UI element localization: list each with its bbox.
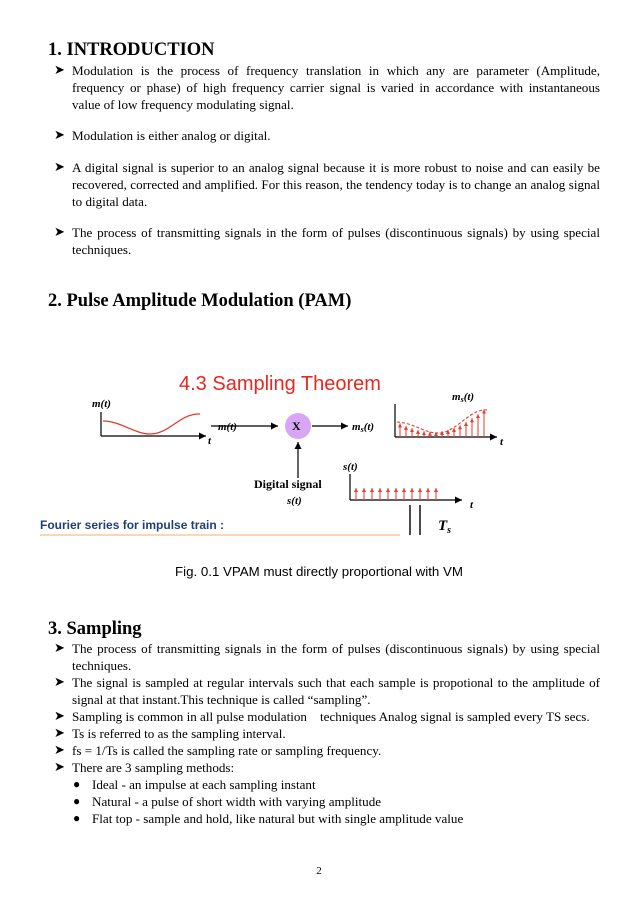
label-t-st: t xyxy=(470,499,474,511)
list-item: ➤ The process of transmitting signals in the form of pulses (discontinuous signals) by using special techniques. xyxy=(54,640,600,673)
label-ms-out: ms(t) xyxy=(352,421,375,434)
intro-heading: 1. INTRODUCTION xyxy=(48,40,215,60)
label-t-ms: t xyxy=(500,436,504,448)
arrow-bullet-icon: ➤ xyxy=(54,62,65,77)
dot-bullet-icon: ● xyxy=(73,777,81,791)
sampled-signal-plot xyxy=(395,404,497,437)
label-ms-top: ms(t) xyxy=(452,391,475,404)
fourier-series-text: Fourier series for impulse train : xyxy=(40,518,225,532)
arrow-bullet-icon: ➤ xyxy=(54,127,65,142)
intro-bullets xyxy=(54,62,600,258)
sub-list-item: ● Flat top - sample and hold, like natural but with single amplitude value xyxy=(73,811,464,826)
impulse-train-plot xyxy=(350,474,462,500)
page-number: 2 xyxy=(316,865,322,877)
label-mt-in: m(t) xyxy=(218,421,237,433)
arrow-bullet-icon: ➤ xyxy=(54,742,65,757)
list-item: ➤ Modulation is either analog or digital. xyxy=(54,127,271,143)
sub-list-item: ● Ideal - an impulse at each sampling instant xyxy=(73,777,316,792)
arrow-bullet-icon: ➤ xyxy=(54,708,65,723)
list-item: ➤ Modulation is the process of frequency translation in which any are parameter (Amplitude, frequency or phase) of high frequency carrier signal is varied in accordance with instantaneous value of low frequency modulating signal. xyxy=(54,62,600,112)
label-t: t xyxy=(208,435,212,447)
dot-bullet-icon: ● xyxy=(73,811,81,825)
list-item: ➤ fs = 1/Ts is called the sampling rate or sampling frequency. xyxy=(54,742,382,758)
figure-caption: Fig. 0.1 VPAM must directly proportional with VM xyxy=(175,564,463,579)
list-item: ➤ Sampling is common in all pulse modulation techniques Analog signal is sampled every TS secs. xyxy=(54,708,590,724)
figure-title: 4.3 Sampling Theorem xyxy=(179,373,381,395)
list-item: ➤ There are 3 sampling methods: xyxy=(54,759,235,775)
sampling-heading: 3. Sampling xyxy=(48,619,142,639)
label-Ts: $T_s$ xyxy=(438,518,452,536)
label-st-right: s(t) xyxy=(343,461,358,473)
arrow-bullet-icon: ➤ xyxy=(54,759,65,774)
digital-signal-label: Digital signal xyxy=(254,477,322,491)
list-item: ➤ The signal is sampled at regular intervals such that each sample is propotional to the amplitude of signal at that instant.This technique is called “sampling”. xyxy=(54,674,600,707)
list-item: ➤ Ts is referred to as the sampling interval. xyxy=(54,725,286,741)
arrow-bullet-icon: ➤ xyxy=(54,674,65,689)
dot-bullet-icon: ● xyxy=(73,794,81,808)
arrow-bullet-icon: ➤ xyxy=(54,725,65,740)
arrow-bullet-icon: ➤ xyxy=(54,640,65,655)
arrow-bullet-icon: ➤ xyxy=(54,224,65,239)
label-mt-left: m(t) xyxy=(92,398,111,410)
sampling-theorem-figure xyxy=(0,360,638,560)
input-signal-plot xyxy=(101,412,206,436)
sub-list-item: ● Natural - a pulse of short width with varying amplitude xyxy=(73,794,382,809)
pam-heading: 2. Pulse Amplitude Modulation (PAM) xyxy=(48,291,352,311)
arrow-bullet-icon: ➤ xyxy=(54,159,65,174)
list-item: ➤ A digital signal is superior to an analog signal because it is more robust to noise and can easily be recovered, corrected and amplified. For this reason, the tendency today is to change an analog signal to digital data. xyxy=(54,159,600,209)
sampling-bullets xyxy=(54,640,600,827)
label-st-below: s(t) xyxy=(287,495,302,507)
list-item: ➤ The process of transmitting signals in the form of pulses (discontinuous signals) by using special techniques. xyxy=(54,224,600,257)
multiplier-label: X xyxy=(292,419,301,433)
